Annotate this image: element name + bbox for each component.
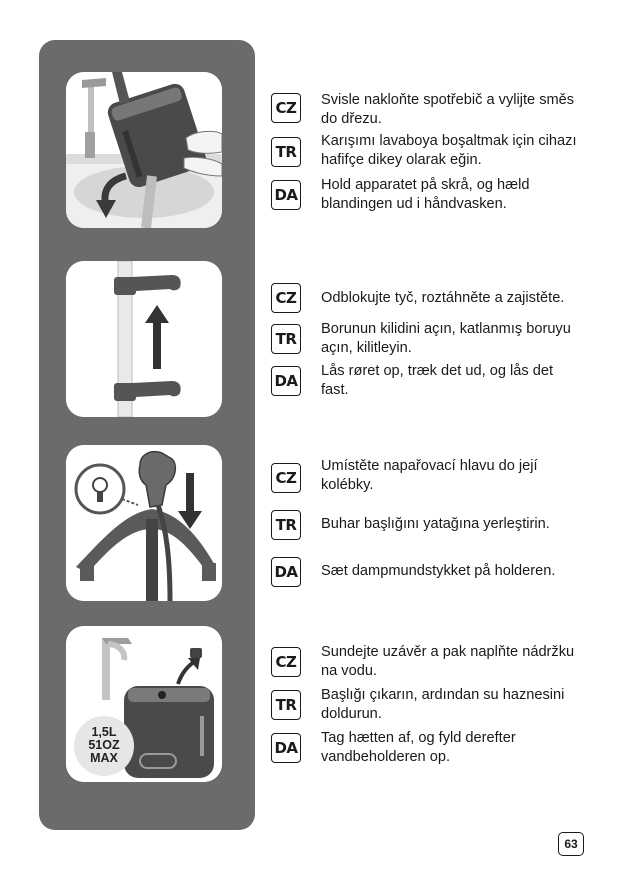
instruction-text: Svisle nakloňte spotřebič a vylijte směs do dřezu. [321,92,575,127]
instruction-text: Umístěte napařovací hlavu do její kolébky. [321,458,538,493]
instruction-text: Lås røret op, træk det ud, og lås det fast. [321,363,553,398]
tilt-and-pour-illustration [66,72,222,228]
capacity-max: MAX [90,751,118,765]
instruction-text: Odblokujte tyč, roztáhněte a zajistěte. [321,290,565,306]
callout-notch [235,130,255,170]
extend-pole-illustration [66,261,222,417]
lang-badge-cz: CZ [271,283,301,313]
instruction-text: Sæt dampmundstykket på holderen. [321,563,556,579]
lang-badge-cz: CZ [271,647,301,677]
steam-head-holder-icon [66,445,222,601]
lang-badge-da: DA [271,557,301,587]
lang-badge-cz: CZ [271,93,301,123]
lang-badge-tr: TR [271,324,301,354]
instruction-text: Buhar başlığını yatağına yerleştirin. [321,516,550,532]
instruction-text: Sundejte uzávěr a pak naplňte nádržku na vodu. [321,644,575,679]
lang-badge-da: DA [271,180,301,210]
lang-badge-da: DA [271,733,301,763]
tilt-and-pour-icon [66,72,222,228]
instruction-text: Borunun kilidini açın, katlanmış boruyu açın, kilitleyin. [321,321,571,356]
lang-badge-tr: TR [271,510,301,540]
extend-pole-icon [66,261,222,417]
lang-badge-tr: TR [271,137,301,167]
fill-tank-illustration [66,626,222,782]
lang-badge-tr: TR [271,690,301,720]
capacity-label [78,726,130,765]
instruction-text: Tag hætten af, og fyld derefter vandbeholderen op. [321,730,516,765]
page-number: 63 [558,832,584,856]
callout-notch [235,319,255,359]
capacity-litres: 1,5L [91,725,117,739]
steam-head-holder-illustration [66,445,222,601]
callout-notch [235,503,255,543]
instruction-text: Başlığı çıkarın, ardından su haznesini doldurun. [321,687,565,722]
lang-badge-da: DA [271,366,301,396]
capacity-ounces: 51OZ [88,738,120,752]
callout-notch [235,680,255,720]
lang-badge-cz: CZ [271,463,301,493]
instruction-text: Karışımı lavaboya boşaltmak için cihazı hafifçe dikey olarak eğin. [321,133,577,168]
instruction-text: Hold apparatet på skrå, og hæld blandingen ud i håndvasken. [321,177,530,212]
